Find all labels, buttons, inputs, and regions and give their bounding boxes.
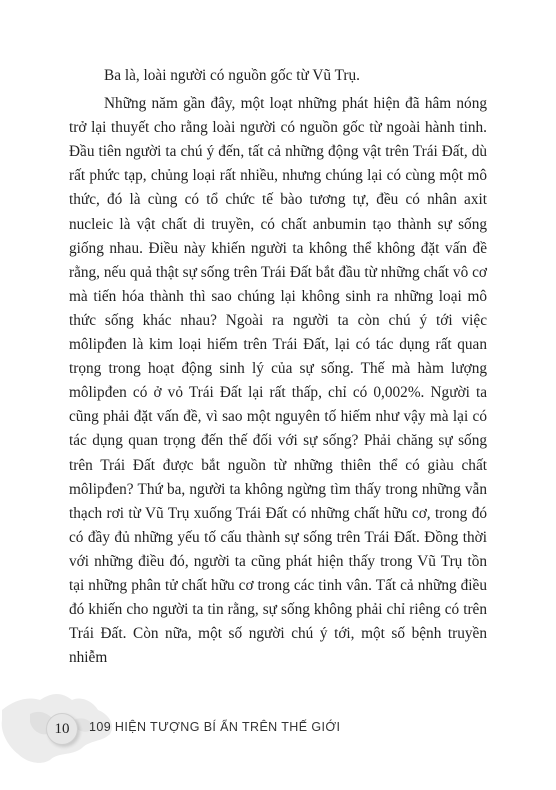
paragraph-main: Những năm gần đây, một loạt những phát hiện đã hâm nóng trở lại thuyết cho rằng loài người có nguồn gốc từ ngoài hành tinh. Đầu tiên người ta chú ý đến, tất cả những động vật trên Trái Đất, dù rất phức tạp, chủng loại rất nhiều, nhưng chúng lại có cùng một mô thức, đó là cùng có tổ chức tế bào tương tự, đều có nhân axit nucleic là vật chất di truyền, có chất anbumin tạo thành sự sống giống nhau. Điều này khiến người ta không thể không đặt vấn đề rằng, nếu quả thật sự sống trên Trái Đất bắt đầu từ những chất vô cơ mà tiến hóa thành thì sao chúng lại không sinh ra những loại mô thức sống khác nhau? Ngoài ra người ta còn chú ý tới việc môlipđen là kim loại hiếm trên Trái Đất, lại có tác dụng rất quan trọng trong hoạt động sinh lý của sự sống. Thế mà hàm lượng môlipđen có ở vỏ Trái Đất lại rất thấp, chỉ có 0,002%. Người ta cũng phải đặt vấn đề, vì sao một nguyên tố hiếm như vậy mà lại có tác dụng quan trọng đến thế đối với sự sống? Phải chăng sự sống trên Trái Đất được bắt nguồn từ những thiên thể có giàu chất môlipđen? Thứ ba, người ta không ngừng tìm thấy trong những vẫn thạch rơi từ Vũ Trụ xuống Trái Đất có những chất hữu cơ, trong đó có đầy đủ những yếu tố cấu thành sự sống trên Trái Đất. Đồng thời với những điều đó, người ta cũng phát hiện thấy trong Vũ Trụ tồn tại những phân tử chất hữu cơ trong các tinh vân. Tất cả những điều đó khiến cho người ta tin rằng, sự sống không phải chỉ riêng có trên Trái Đất. Còn nữa, một số người chú ý tới, một số bệnh truyền nhiễm	[69, 95, 487, 667]
paragraph-intro: Ba là, loài người có nguồn gốc từ Vũ Trụ.	[104, 67, 360, 84]
book-title: 109 HIỆN TƯỢNG BÍ ẨN TRÊN THẾ GIỚI	[89, 720, 341, 734]
page-number: 10	[46, 713, 78, 745]
page-body	[69, 64, 487, 670]
